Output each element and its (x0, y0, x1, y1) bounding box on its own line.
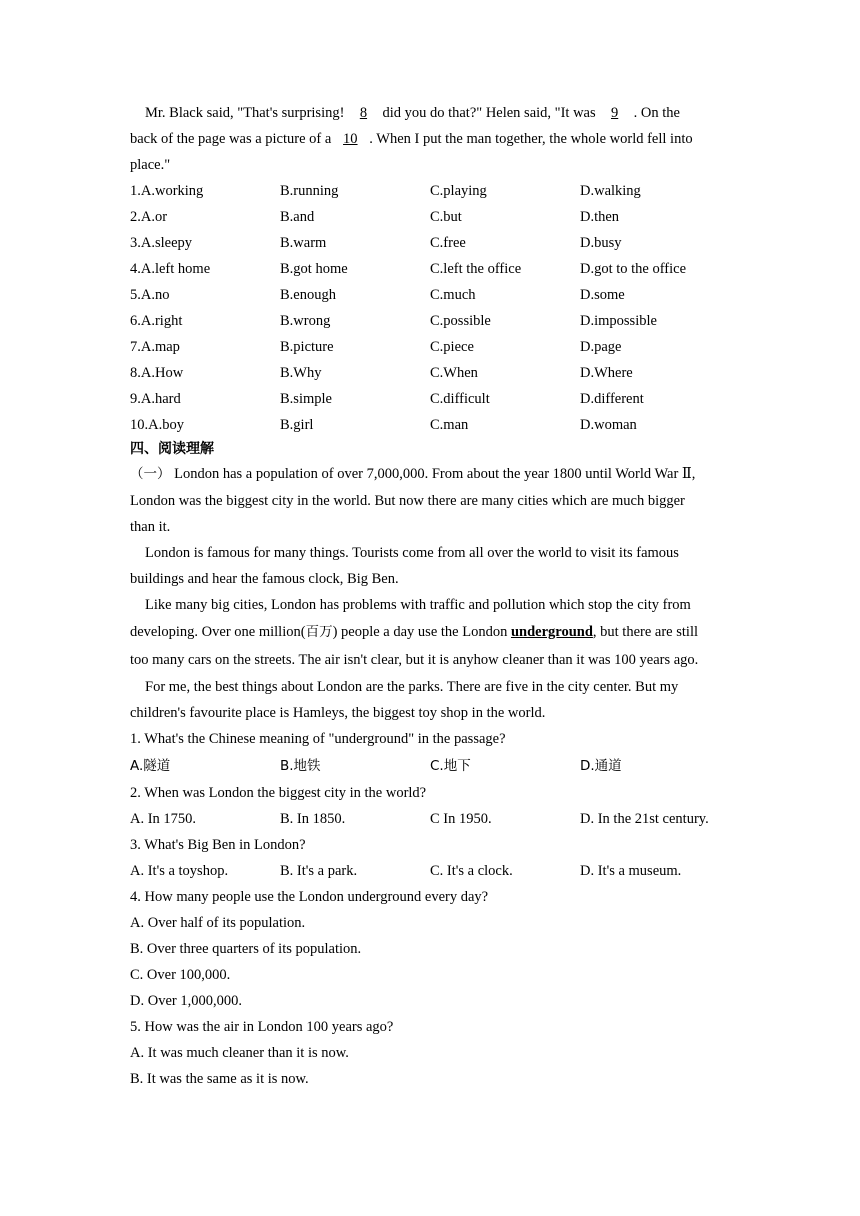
question-2-options (130, 806, 740, 832)
blank-8: 8 (359, 105, 368, 121)
underground-keyword: underground (510, 624, 593, 640)
text: London has a population of over 7,000,000. From about the year 1800 until World War Ⅱ, (174, 466, 696, 482)
option: D. Over 1,000,000. (130, 993, 242, 1009)
option: 2.A.or (130, 209, 168, 225)
passage-label: （一） (130, 466, 171, 482)
question-1: 1. What's the Chinese meaning of "underground" in the passage? (130, 731, 506, 747)
section-title: 四、阅读理解 (130, 441, 214, 457)
option: C.piece (430, 339, 474, 355)
option: C.much (430, 287, 476, 303)
cloze-option-row (130, 308, 740, 334)
option: 5.A.no (130, 287, 170, 303)
text: , but there are still (592, 624, 698, 640)
option: C.left the office (430, 261, 522, 277)
option: 3.A.sleepy (130, 235, 193, 251)
option: B. It's a park. (280, 863, 358, 879)
cloze-line-2 (130, 126, 740, 152)
option: C.but (430, 209, 462, 225)
text: . On the (633, 105, 680, 121)
text: back of the page was a picture of a (130, 131, 332, 147)
cloze-line-1 (130, 100, 740, 126)
option: 8.A.How (130, 365, 184, 381)
option: B.picture (280, 339, 334, 355)
option: B.running (280, 183, 339, 199)
blank-9: 9 (611, 105, 619, 121)
cloze-option-row (130, 256, 740, 282)
text: ) people a day use the London (332, 624, 508, 640)
question-4: 4. How many people use the London underground every day? (130, 889, 489, 905)
passage-line: too many cars on the streets. The air isn't clear, but it is anyhow cleaner than it was 100 years ago. (130, 652, 699, 668)
option: D.some (580, 287, 625, 303)
option: D.then (580, 209, 620, 225)
option: 1.A.working (130, 183, 204, 199)
option: B.simple (280, 391, 332, 407)
option: D.impossible (580, 313, 657, 329)
passage-line: than it. (130, 519, 171, 535)
option: D.Where (580, 365, 633, 381)
option: D. It's a museum. (580, 863, 682, 879)
cloze-options (130, 178, 740, 438)
passage-line: London was the biggest city in the world. But now there are many cities which are much bigger (130, 493, 685, 509)
option: D.busy (580, 235, 622, 251)
passage-line (130, 460, 740, 488)
passage-line: London is famous for many things. Tourists come from all over the world to visit its famous (145, 545, 679, 561)
option: C.free (430, 235, 466, 251)
option: B.and (280, 209, 315, 225)
option: B.girl (280, 417, 314, 433)
option: C.playing (430, 183, 487, 199)
option: B.wrong (280, 313, 331, 329)
text: . When I put the man together, the whole world fell into (369, 131, 693, 147)
cloze-option-row (130, 334, 740, 360)
passage-line: Like many big cities, London has problems with traffic and pollution which stop the city from (145, 597, 691, 613)
option: 4.A.left home (130, 261, 211, 277)
option: 9.A.hard (130, 391, 181, 407)
option: B.warm (280, 235, 327, 251)
option: C. Over 100,000. (130, 967, 231, 983)
option: D. In the 21st century. (580, 811, 709, 827)
passage-line: buildings and hear the famous clock, Big Ben. (130, 571, 399, 587)
cloze-option-row (130, 282, 740, 308)
cloze-option-row (130, 178, 740, 204)
cloze-line-3: place." (130, 157, 171, 173)
option: C.地下 (430, 758, 471, 774)
option: B.地铁 (280, 758, 321, 774)
option: D.page (580, 339, 622, 355)
cloze-option-row (130, 412, 740, 438)
question-2: 2. When was London the biggest city in the world? (130, 785, 427, 801)
option: B.got home (280, 261, 348, 277)
cloze-option-row (130, 386, 740, 412)
option: A. It was much cleaner than it is now. (130, 1045, 349, 1061)
option: D.walking (580, 183, 641, 199)
option: C. It's a clock. (430, 863, 513, 879)
option: D.woman (580, 417, 637, 433)
document-page (130, 100, 740, 1092)
option: D.got to the office (580, 261, 687, 277)
option: 7.A.map (130, 339, 180, 355)
question-3: 3. What's Big Ben in London? (130, 837, 306, 853)
option: B. Over three quarters of its population. (130, 941, 362, 957)
option: A.隧道 (130, 758, 171, 774)
cloze-option-row (130, 230, 740, 256)
option: 10.A.boy (130, 417, 184, 433)
option: D.通道 (580, 758, 622, 774)
option: B.enough (280, 287, 336, 303)
text: did you do that?" Helen said, "It was (382, 105, 596, 121)
text: Mr. Black said, "That's surprising! (145, 105, 345, 121)
option: A. In 1750. (130, 811, 197, 827)
option: C.possible (430, 313, 491, 329)
option: A. It's a toyshop. (130, 863, 229, 879)
passage-line: For me, the best things about London are the parks. There are five in the city center. But my (145, 679, 679, 695)
option: B. It was the same as it is now. (130, 1071, 309, 1087)
option: C.When (430, 365, 478, 381)
passage-line (130, 618, 740, 646)
option: A. Over half of its population. (130, 915, 306, 931)
question-3-options (130, 858, 740, 884)
option: C.difficult (430, 391, 490, 407)
question-5: 5. How was the air in London 100 years ago? (130, 1019, 394, 1035)
text: 百万 (305, 624, 333, 640)
cloze-option-row (130, 360, 740, 386)
question-1-options (130, 752, 740, 780)
option: B.Why (280, 365, 322, 381)
option: C.man (430, 417, 469, 433)
passage-line: children's favourite place is Hamleys, the biggest toy shop in the world. (130, 705, 546, 721)
text: developing. Over one million( (130, 624, 306, 640)
blank-10: 10 (343, 131, 358, 147)
cloze-option-row (130, 204, 740, 230)
option: 6.A.right (130, 313, 183, 329)
option: C In 1950. (430, 811, 492, 827)
option: B. In 1850. (280, 811, 346, 827)
option: D.different (580, 391, 644, 407)
